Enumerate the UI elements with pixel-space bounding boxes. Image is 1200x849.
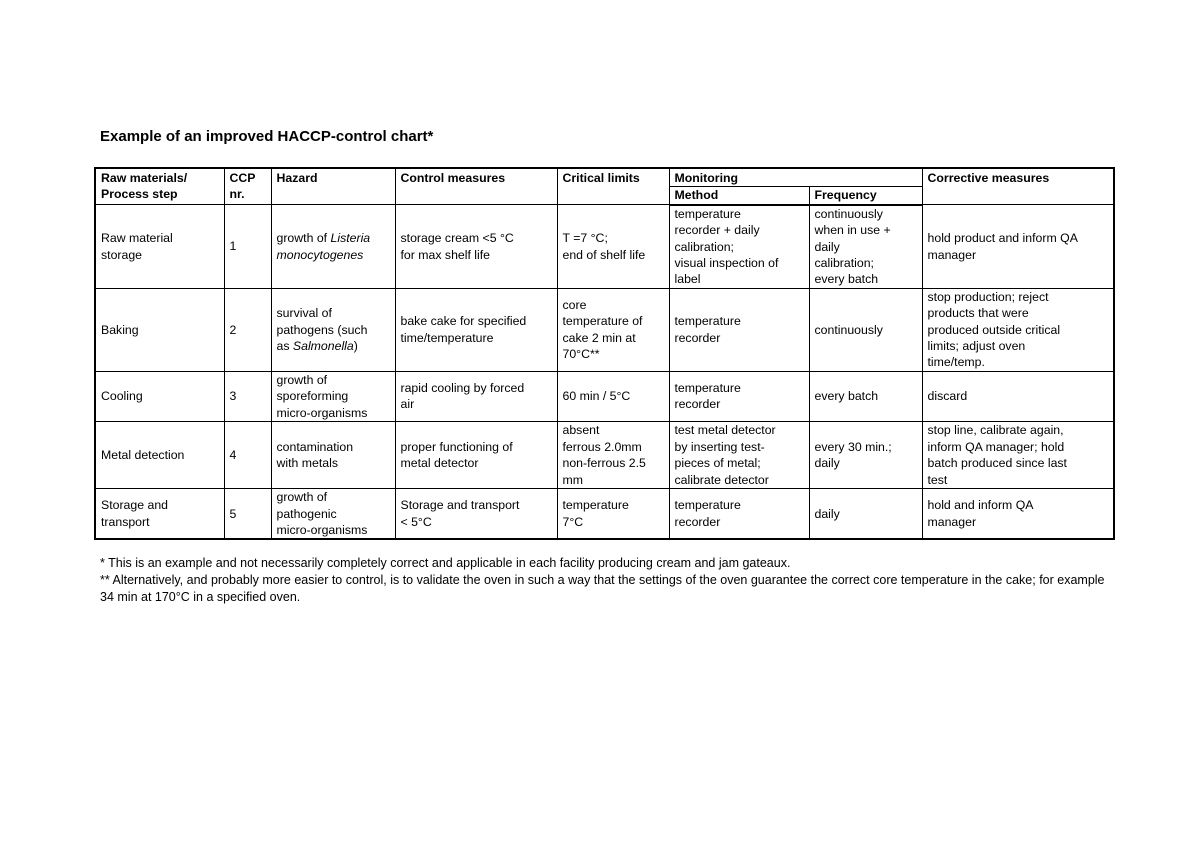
footnote-1: * This is an example and not necessarily completely correct and applicable in each facility producing cream and jam gateaux. bbox=[100, 556, 791, 570]
cell-limits: T =7 °C; end of shelf life bbox=[557, 205, 669, 289]
footnotes bbox=[100, 555, 1110, 606]
cell-hazard bbox=[271, 205, 395, 289]
cell-step: Raw material storage bbox=[95, 205, 224, 289]
header-hazard: Hazard bbox=[271, 168, 395, 205]
cell-control: proper functioning of metal detector bbox=[395, 422, 557, 489]
cell-hazard: contamination with metals bbox=[271, 422, 395, 489]
cell-corrective: discard bbox=[922, 371, 1114, 421]
cell-limits: absent ferrous 2.0mm non-ferrous 2.5 mm bbox=[557, 422, 669, 489]
cell-frequency: daily bbox=[809, 489, 922, 540]
hazard-text: growth of bbox=[276, 231, 331, 246]
hazard-text-end: ) bbox=[353, 339, 358, 354]
table-row bbox=[95, 371, 1114, 421]
cell-limits: temperature 7°C bbox=[557, 489, 669, 540]
cell-method: test metal detector by inserting test- pieces of metal; calibrate detector bbox=[669, 422, 809, 489]
cell-step: Cooling bbox=[95, 371, 224, 421]
cell-method: temperature recorder bbox=[669, 489, 809, 540]
haccp-table bbox=[94, 167, 1115, 540]
cell-limits: core temperature of cake 2 min at 70°C** bbox=[557, 288, 669, 371]
cell-control: Storage and transport < 5°C bbox=[395, 489, 557, 540]
cell-hazard: growth of sporeforming micro-organisms bbox=[271, 371, 395, 421]
hazard-organism: Salmonella bbox=[292, 339, 354, 354]
cell-ccp: 4 bbox=[224, 422, 271, 489]
header-monitoring: Monitoring bbox=[669, 168, 922, 187]
cell-control: rapid cooling by forced air bbox=[395, 371, 557, 421]
cell-corrective: hold and inform QA manager bbox=[922, 489, 1114, 540]
cell-frequency: continuously when in use + daily calibration; every batch bbox=[809, 205, 922, 289]
cell-ccp: 5 bbox=[224, 489, 271, 540]
page-title: Example of an improved HACCP-control chart* bbox=[100, 128, 434, 145]
cell-hazard: growth of pathogenic micro-organisms bbox=[271, 489, 395, 540]
table-row bbox=[95, 489, 1114, 540]
cell-limits: 60 min / 5°C bbox=[557, 371, 669, 421]
header-control-measures: Control measures bbox=[395, 168, 557, 205]
header-method: Method bbox=[669, 187, 809, 205]
cell-method: temperature recorder bbox=[669, 371, 809, 421]
hazard-organism: Listeria monocytogenes bbox=[276, 231, 371, 262]
cell-step: Baking bbox=[95, 288, 224, 371]
table-row bbox=[95, 422, 1114, 489]
cell-corrective: stop production; reject products that were produced outside critical limits; adjust oven time/temp. bbox=[922, 288, 1114, 371]
cell-method: temperature recorder bbox=[669, 288, 809, 371]
header-corrective-measures: Corrective measures bbox=[922, 168, 1114, 205]
header-frequency: Frequency bbox=[809, 187, 922, 205]
table-row bbox=[95, 205, 1114, 289]
cell-corrective: stop line, calibrate again, inform QA manager; hold batch produced since last test bbox=[922, 422, 1114, 489]
cell-ccp: 2 bbox=[224, 288, 271, 371]
header-critical-limits: Critical limits bbox=[557, 168, 669, 205]
cell-method: temperature recorder + daily calibration; visual inspection of label bbox=[669, 205, 809, 289]
cell-hazard bbox=[271, 288, 395, 371]
table-row bbox=[95, 288, 1114, 371]
cell-frequency: continuously bbox=[809, 288, 922, 371]
cell-step: Metal detection bbox=[95, 422, 224, 489]
hazard-text: survival of pathogens (such as bbox=[276, 306, 368, 354]
header-step: Raw materials/ Process step bbox=[95, 168, 224, 205]
cell-frequency: every 30 min.; daily bbox=[809, 422, 922, 489]
cell-control: storage cream <5 °C for max shelf life bbox=[395, 205, 557, 289]
header-ccp: CCP nr. bbox=[224, 168, 271, 205]
footnote-2: ** Alternatively, and probably more easier to control, is to validate the oven in such a way that the settings of the oven guarantee the correct core temperature in the cake; for example 34 min at 170°C in a specified oven. bbox=[100, 573, 1105, 604]
cell-frequency: every batch bbox=[809, 371, 922, 421]
cell-ccp: 3 bbox=[224, 371, 271, 421]
cell-control: bake cake for specified time/temperature bbox=[395, 288, 557, 371]
cell-ccp: 1 bbox=[224, 205, 271, 289]
cell-step: Storage and transport bbox=[95, 489, 224, 540]
cell-corrective: hold product and inform QA manager bbox=[922, 205, 1114, 289]
